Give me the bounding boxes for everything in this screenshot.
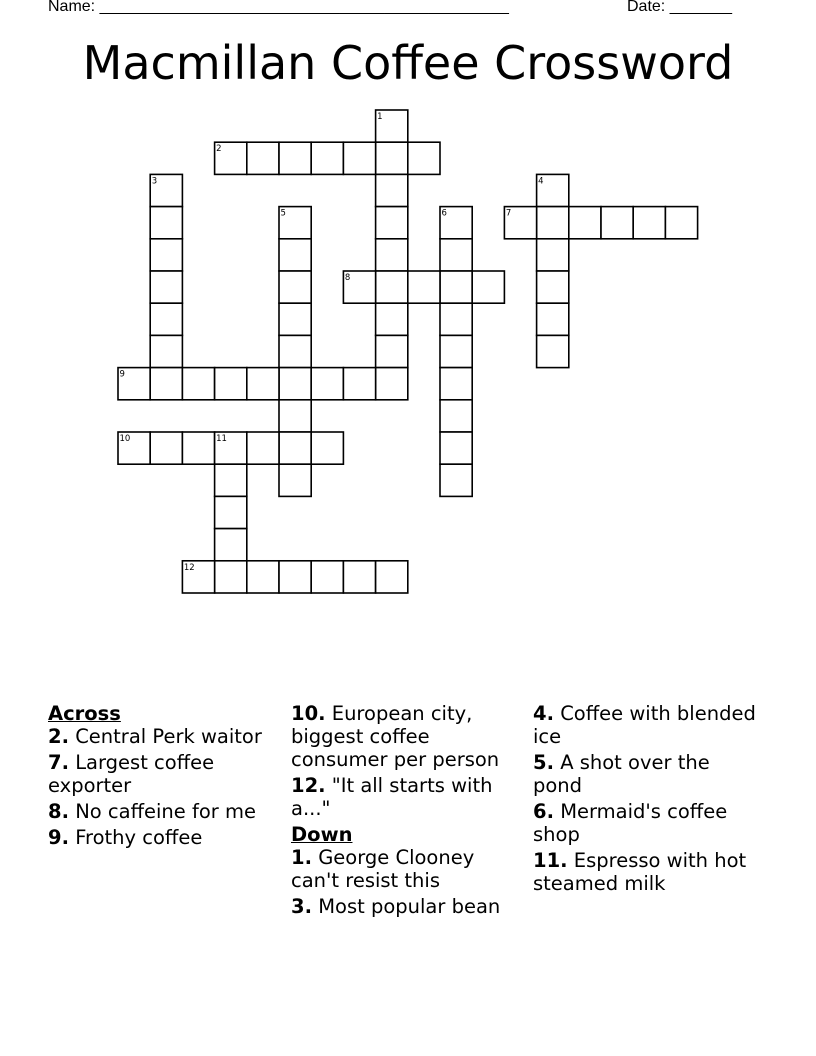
grid-cell[interactable] [215,464,247,496]
cell-number: 4 [538,176,544,187]
grid-cell[interactable] [247,561,279,593]
grid-cell[interactable] [376,303,408,335]
grid-cell[interactable] [376,239,408,271]
cell-number: 11 [216,434,227,444]
grid-cell[interactable] [215,496,247,528]
grid-cell[interactable] [440,464,472,496]
grid-cell[interactable] [247,142,279,174]
grid-cell[interactable] [376,174,408,206]
grid-cell[interactable] [279,142,311,174]
grid-cell[interactable] [343,368,375,400]
cell-number: 5 [280,208,286,219]
grid-cell[interactable] [311,432,343,464]
across-heading: Across [48,702,121,725]
grid-cell[interactable] [633,207,665,239]
grid-cell[interactable] [279,239,311,271]
grid-cell[interactable] [279,303,311,335]
cell-number: 1 [377,112,383,122]
grid-cell[interactable] [182,432,214,464]
grid-cell[interactable] [376,142,408,174]
cell-number: 6 [441,208,447,219]
grid-cell[interactable] [376,207,408,239]
grid-cell[interactable] [279,432,311,464]
grid-cell[interactable] [376,368,408,400]
clue-across-2: 2. Central Perk waitor [48,725,262,748]
grid-cell[interactable] [279,561,311,593]
grid-cell[interactable] [215,529,247,561]
grid-cell[interactable] [343,561,375,593]
clue-down-4: 4. Coffee with blended ice [533,702,756,748]
grid-cell[interactable] [247,432,279,464]
grid-cell[interactable] [440,368,472,400]
page-title: Macmillan Coffee Crossword [82,36,734,90]
cell-number: 7 [505,208,512,219]
grid-cell[interactable] [279,368,311,400]
grid-cell[interactable] [440,335,472,367]
grid-cell[interactable] [279,400,311,432]
grid-cell[interactable] [440,271,472,303]
clue-down-11: 11. Espresso with hot steamed milk [533,849,747,895]
grid-cell[interactable] [150,432,182,464]
down-heading: Down [291,823,353,846]
clue-across-7: 7. Largest coffee exporter [48,751,215,797]
clue-across-9: 9. Frothy coffee [48,826,203,849]
cell-number: 9 [119,369,125,380]
date-field: Date: _______ [627,0,732,15]
cell-number: 8 [344,273,351,283]
grid-cell[interactable] [537,271,569,303]
cell-number: 12 [183,562,195,573]
grid-cell[interactable] [279,335,311,367]
grid-cell[interactable] [279,464,311,496]
grid-cell[interactable] [150,368,182,400]
grid-cell[interactable] [150,335,182,367]
clue-across-10: 10. European city, biggest coffee consumer per person [291,702,500,771]
cell-number: 10 [119,434,131,444]
name-field: Name: ______________________________________________ [48,0,509,15]
grid-cell[interactable] [440,400,472,432]
clue-across-8: 8. No caffeine for me [48,800,256,823]
grid-cell[interactable] [376,271,408,303]
grid-cell[interactable] [665,207,697,239]
clue-down-6: 6. Mermaid's coffee shop [533,800,728,846]
clue-column-2 [291,702,519,921]
grid-cell[interactable] [279,271,311,303]
grid-cell[interactable] [311,368,343,400]
grid-cell[interactable] [408,142,440,174]
grid-cell[interactable] [569,207,601,239]
clue-across-12: 12. "It all starts with a..." [291,774,493,820]
grid-cell[interactable] [150,303,182,335]
grid-cell[interactable] [311,142,343,174]
clue-down-3: 3. Most popular bean [291,895,501,918]
clue-column-1 [48,702,278,852]
cell-number: 3 [151,176,158,187]
cell-number: 2 [216,144,222,155]
grid-cell[interactable] [150,207,182,239]
grid-cell[interactable] [440,303,472,335]
grid-cell[interactable] [376,335,408,367]
grid-cell[interactable] [343,142,375,174]
grid-cell[interactable] [376,561,408,593]
grid-cell[interactable] [472,271,504,303]
clue-down-1: 1. George Clooney can't resist this [291,846,475,892]
clue-column-3 [533,702,763,898]
clue-down-5: 5. A shot over the pond [533,751,710,797]
grid-cell[interactable] [601,207,633,239]
grid-cell[interactable] [215,368,247,400]
grid-cell[interactable] [537,239,569,271]
grid-cell[interactable] [215,561,247,593]
grid-cell[interactable] [311,561,343,593]
grid-cell[interactable] [537,207,569,239]
grid-cell[interactable] [440,432,472,464]
grid-cell[interactable] [537,303,569,335]
grid-cell[interactable] [150,271,182,303]
grid-cell[interactable] [150,239,182,271]
grid-cell[interactable] [440,239,472,271]
grid-cell[interactable] [408,271,440,303]
grid-cell[interactable] [537,335,569,367]
grid-cell[interactable] [182,368,214,400]
grid-cell[interactable] [247,368,279,400]
